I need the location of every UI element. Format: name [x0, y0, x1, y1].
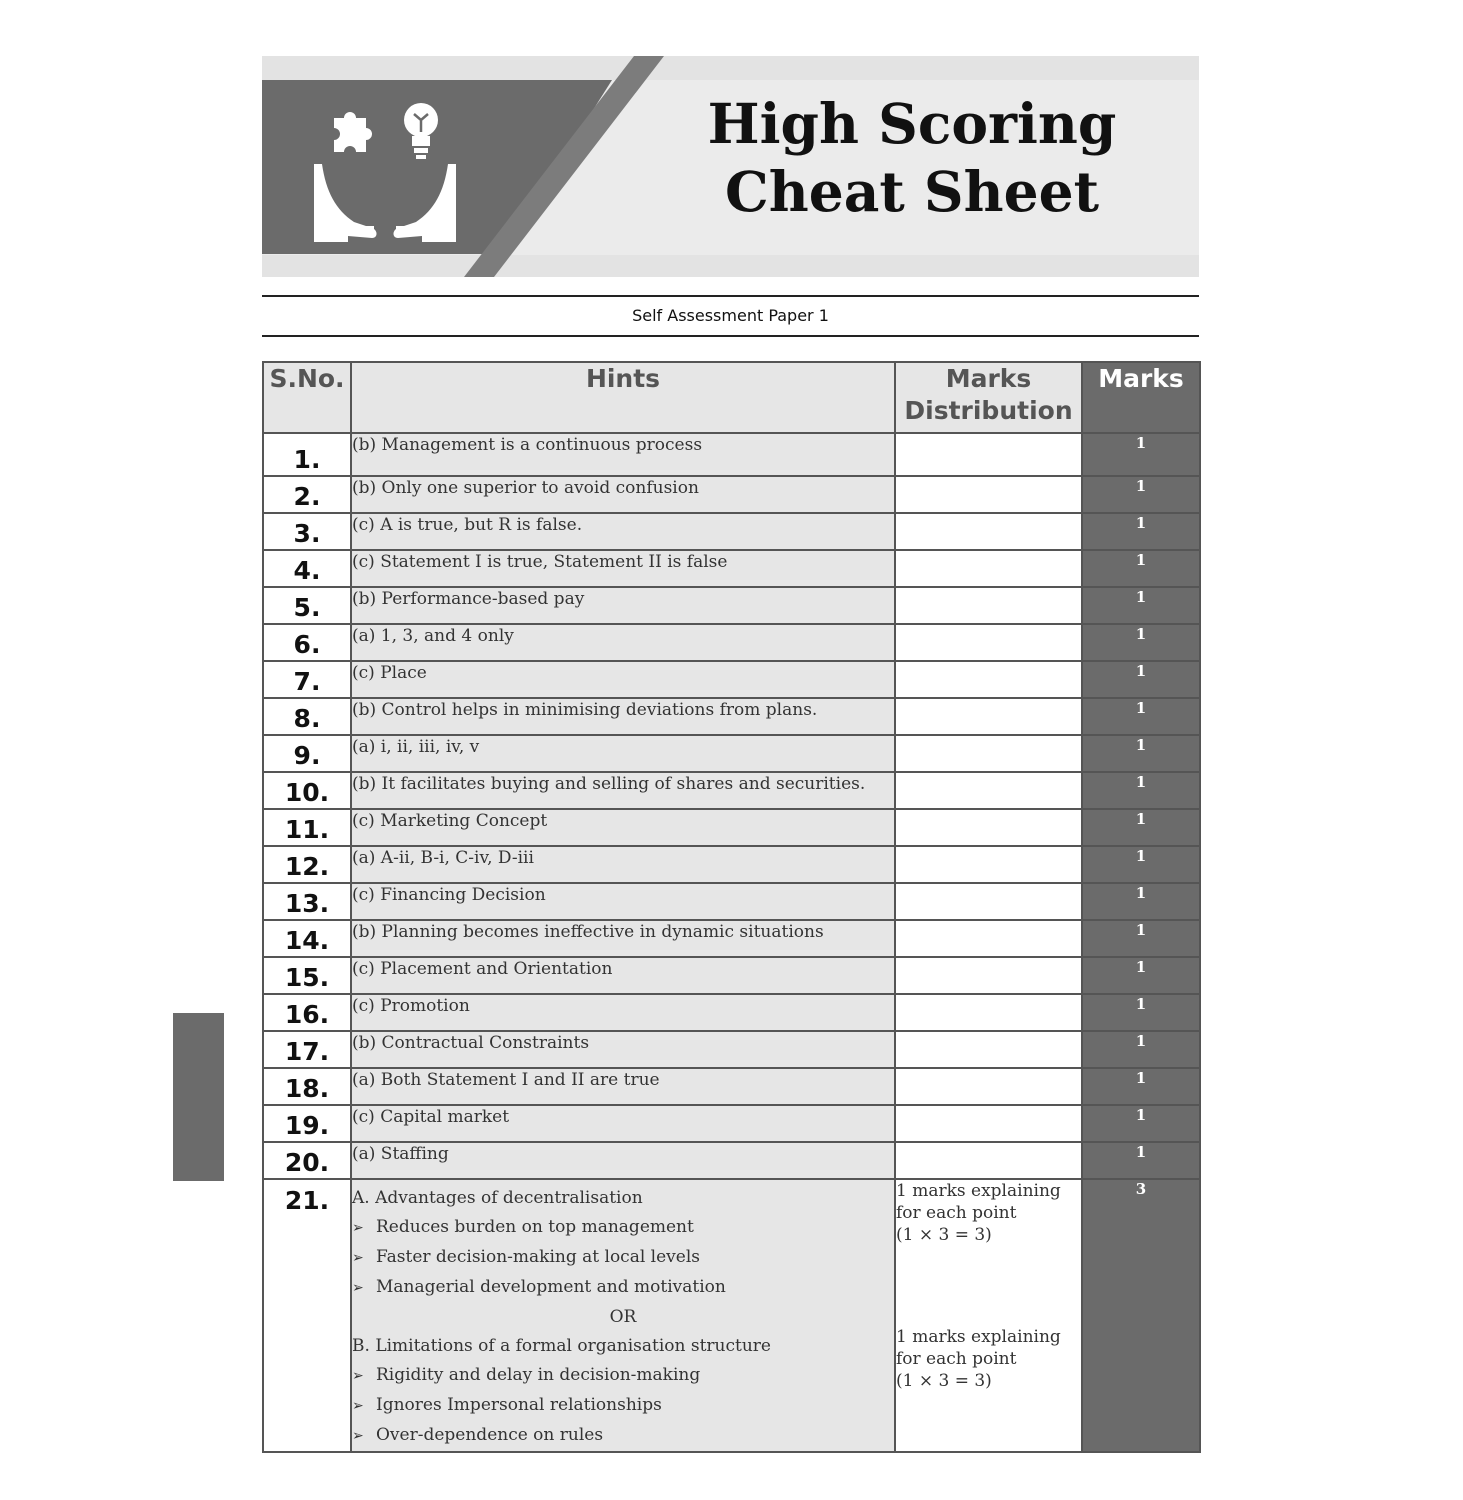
- header-hints: Hints: [351, 362, 895, 433]
- bullet-point: [352, 1361, 894, 1391]
- row-hint: (c) Promotion: [351, 994, 895, 1031]
- distribution-text: for each point: [896, 1203, 1017, 1223]
- row-distribution: [895, 513, 1082, 550]
- table-row: [263, 587, 1200, 624]
- row-marks: 1: [1082, 1142, 1200, 1179]
- row-sno: 21.: [263, 1179, 351, 1452]
- table-row: [263, 1142, 1200, 1179]
- page-subtitle: Self Assessment Paper 1: [632, 306, 829, 325]
- row-marks: 1: [1082, 433, 1200, 476]
- bullet-point: [352, 1213, 894, 1243]
- row-hint: (b) Performance-based pay: [351, 587, 895, 624]
- row-marks: 1: [1082, 957, 1200, 994]
- row-hint: (a) i, ii, iii, iv, v: [351, 735, 895, 772]
- row-distribution: [895, 772, 1082, 809]
- distribution-text: 1 marks explaining: [896, 1181, 1061, 1201]
- row-sno: 4.: [263, 550, 351, 587]
- row-hint: (b) Control helps in minimising deviations from plans.: [351, 698, 895, 735]
- row-hint: [351, 1179, 895, 1452]
- bullet-text: Rigidity and delay in decision-making: [376, 1365, 701, 1385]
- banner-title-line2: Cheat Sheet: [724, 159, 1100, 224]
- row-hint: (c) Financing Decision: [351, 883, 895, 920]
- row-hint: (a) Both Statement I and II are true: [351, 1068, 895, 1105]
- row-marks: 3: [1082, 1179, 1200, 1452]
- table-body: [263, 433, 1200, 1452]
- row-sno: 2.: [263, 476, 351, 513]
- row-sno: 20.: [263, 1142, 351, 1179]
- distribution-text: (1 × 3 = 3): [896, 1371, 992, 1391]
- bullet-text: Managerial development and motivation: [376, 1277, 726, 1297]
- arrow-bullet-icon: ➢: [352, 1220, 364, 1236]
- part-b-letter: B.: [352, 1336, 370, 1356]
- header-marks: Marks: [1082, 362, 1200, 433]
- row-hint: (b) Contractual Constraints: [351, 1031, 895, 1068]
- row-hint: (a) Staffing: [351, 1142, 895, 1179]
- distribution-part-a: [896, 1180, 1081, 1246]
- row-distribution: [895, 698, 1082, 735]
- top-rule: [262, 295, 1199, 297]
- row-marks: 1: [1082, 809, 1200, 846]
- part-a-letter: A.: [352, 1188, 370, 1208]
- table-row: [263, 1068, 1200, 1105]
- row-hint: (c) Place: [351, 661, 895, 698]
- row-sno: 11.: [263, 809, 351, 846]
- distribution-text: for each point: [896, 1349, 1017, 1369]
- table-row: [263, 661, 1200, 698]
- distribution-part-b: [896, 1326, 1081, 1392]
- row-distribution: [895, 846, 1082, 883]
- row-distribution: [895, 1068, 1082, 1105]
- bullet-text: Over-dependence on rules: [376, 1425, 604, 1445]
- bullet-point: [352, 1243, 894, 1273]
- row-sno: 7.: [263, 661, 351, 698]
- row-sno: 6.: [263, 624, 351, 661]
- arrow-bullet-icon: ➢: [352, 1428, 364, 1444]
- distribution-text: 1 marks explaining: [896, 1327, 1061, 1347]
- row-marks: 1: [1082, 624, 1200, 661]
- header-distribution-line2: Distribution: [904, 396, 1073, 425]
- table-row: [263, 994, 1200, 1031]
- part-b-heading: [352, 1332, 894, 1361]
- row-sno: 15.: [263, 957, 351, 994]
- row-sno: 14.: [263, 920, 351, 957]
- part-a-heading-text: Advantages of decentralisation: [375, 1188, 643, 1208]
- bullet-text: Reduces burden on top management: [376, 1217, 694, 1237]
- distribution-text: (1 × 3 = 3): [896, 1225, 992, 1245]
- row-hint: (b) Management is a continuous process: [351, 433, 895, 476]
- or-separator: OR: [609, 1307, 637, 1327]
- row-distribution: [895, 587, 1082, 624]
- row-sno: 3.: [263, 513, 351, 550]
- row-marks: 1: [1082, 513, 1200, 550]
- table-row: [263, 846, 1200, 883]
- row-marks: 1: [1082, 587, 1200, 624]
- row-distribution: [895, 1031, 1082, 1068]
- table-row-21: [263, 1179, 1200, 1452]
- row-sno: 10.: [263, 772, 351, 809]
- row-hint: (a) 1, 3, and 4 only: [351, 624, 895, 661]
- table-row: [263, 1031, 1200, 1068]
- row-hint: (c) Capital market: [351, 1105, 895, 1142]
- row-hint: (c) A is true, but R is false.: [351, 513, 895, 550]
- row-distribution: [895, 433, 1082, 476]
- bottom-rule: [262, 335, 1199, 337]
- answer-table: [262, 361, 1201, 1453]
- row-distribution: [895, 1105, 1082, 1142]
- table-row: [263, 476, 1200, 513]
- row-sno: 12.: [263, 846, 351, 883]
- table-row: [263, 624, 1200, 661]
- row-hint: (c) Marketing Concept: [351, 809, 895, 846]
- row-hint: (b) It facilitates buying and selling of shares and securities.: [351, 772, 895, 809]
- arrow-bullet-icon: ➢: [352, 1280, 364, 1296]
- row-distribution: [895, 735, 1082, 772]
- arrow-bullet-icon: ➢: [352, 1250, 364, 1266]
- header-distribution-line1: Marks: [945, 364, 1032, 393]
- row-distribution: [895, 957, 1082, 994]
- row-marks: 1: [1082, 772, 1200, 809]
- bullet-point: [352, 1273, 894, 1303]
- table-row: [263, 920, 1200, 957]
- row-hint: (c) Statement I is true, Statement II is false: [351, 550, 895, 587]
- row-distribution: [895, 883, 1082, 920]
- row-distribution: [895, 1142, 1082, 1179]
- table-row: [263, 809, 1200, 846]
- row-marks: 1: [1082, 661, 1200, 698]
- row-marks: 1: [1082, 883, 1200, 920]
- header-banner: [262, 56, 1199, 277]
- row-hint: (c) Placement and Orientation: [351, 957, 895, 994]
- row-marks: 1: [1082, 1031, 1200, 1068]
- row-marks: 1: [1082, 920, 1200, 957]
- table-row: [263, 957, 1200, 994]
- header-marks-distribution: [895, 362, 1082, 433]
- row-sno: 18.: [263, 1068, 351, 1105]
- table-header-row: [263, 362, 1200, 433]
- table-row: [263, 1105, 1200, 1142]
- row-distribution: [895, 809, 1082, 846]
- table-row: [263, 698, 1200, 735]
- table-row: [263, 735, 1200, 772]
- row-marks: 1: [1082, 550, 1200, 587]
- row-marks: 1: [1082, 1068, 1200, 1105]
- row-hint: (b) Planning becomes ineffective in dynamic situations: [351, 920, 895, 957]
- row-marks: 1: [1082, 1105, 1200, 1142]
- row-sno: 17.: [263, 1031, 351, 1068]
- row-sno: 13.: [263, 883, 351, 920]
- bullet-point: [352, 1421, 894, 1451]
- row-distribution: [895, 994, 1082, 1031]
- side-tab: [173, 1013, 224, 1181]
- arrow-bullet-icon: ➢: [352, 1368, 364, 1384]
- row-marks: 1: [1082, 476, 1200, 513]
- row-sno: 19.: [263, 1105, 351, 1142]
- banner-title-line1: High Scoring: [707, 91, 1117, 156]
- row-sno: 9.: [263, 735, 351, 772]
- table-row: [263, 513, 1200, 550]
- row-distribution: [895, 661, 1082, 698]
- banner-title: [692, 90, 1132, 226]
- row-marks: 1: [1082, 846, 1200, 883]
- row-distribution: [895, 476, 1082, 513]
- bullet-point: [352, 1391, 894, 1421]
- table-row: [263, 772, 1200, 809]
- part-b-heading-text: Limitations of a formal organisation structure: [375, 1336, 771, 1356]
- part-a-heading: [352, 1184, 894, 1213]
- table-row: [263, 550, 1200, 587]
- row-distribution: [895, 920, 1082, 957]
- bullet-text: Faster decision-making at local levels: [376, 1247, 701, 1267]
- row-sno: 1.: [263, 433, 351, 476]
- row-distribution: [895, 624, 1082, 661]
- row-hint: (b) Only one superior to avoid confusion: [351, 476, 895, 513]
- row-marks: 1: [1082, 698, 1200, 735]
- row-distribution: [895, 1179, 1082, 1452]
- row-marks: 1: [1082, 735, 1200, 772]
- bullet-text: Ignores Impersonal relationships: [376, 1395, 662, 1415]
- row-sno: 5.: [263, 587, 351, 624]
- row-marks: 1: [1082, 994, 1200, 1031]
- table-row: [263, 883, 1200, 920]
- table-row: [263, 433, 1200, 476]
- arrow-bullet-icon: ➢: [352, 1398, 364, 1414]
- row-sno: 8.: [263, 698, 351, 735]
- row-sno: 16.: [263, 994, 351, 1031]
- header-sno: S.No.: [263, 362, 351, 433]
- row-distribution: [895, 550, 1082, 587]
- row-hint: (a) A-ii, B-i, C-iv, D-iii: [351, 846, 895, 883]
